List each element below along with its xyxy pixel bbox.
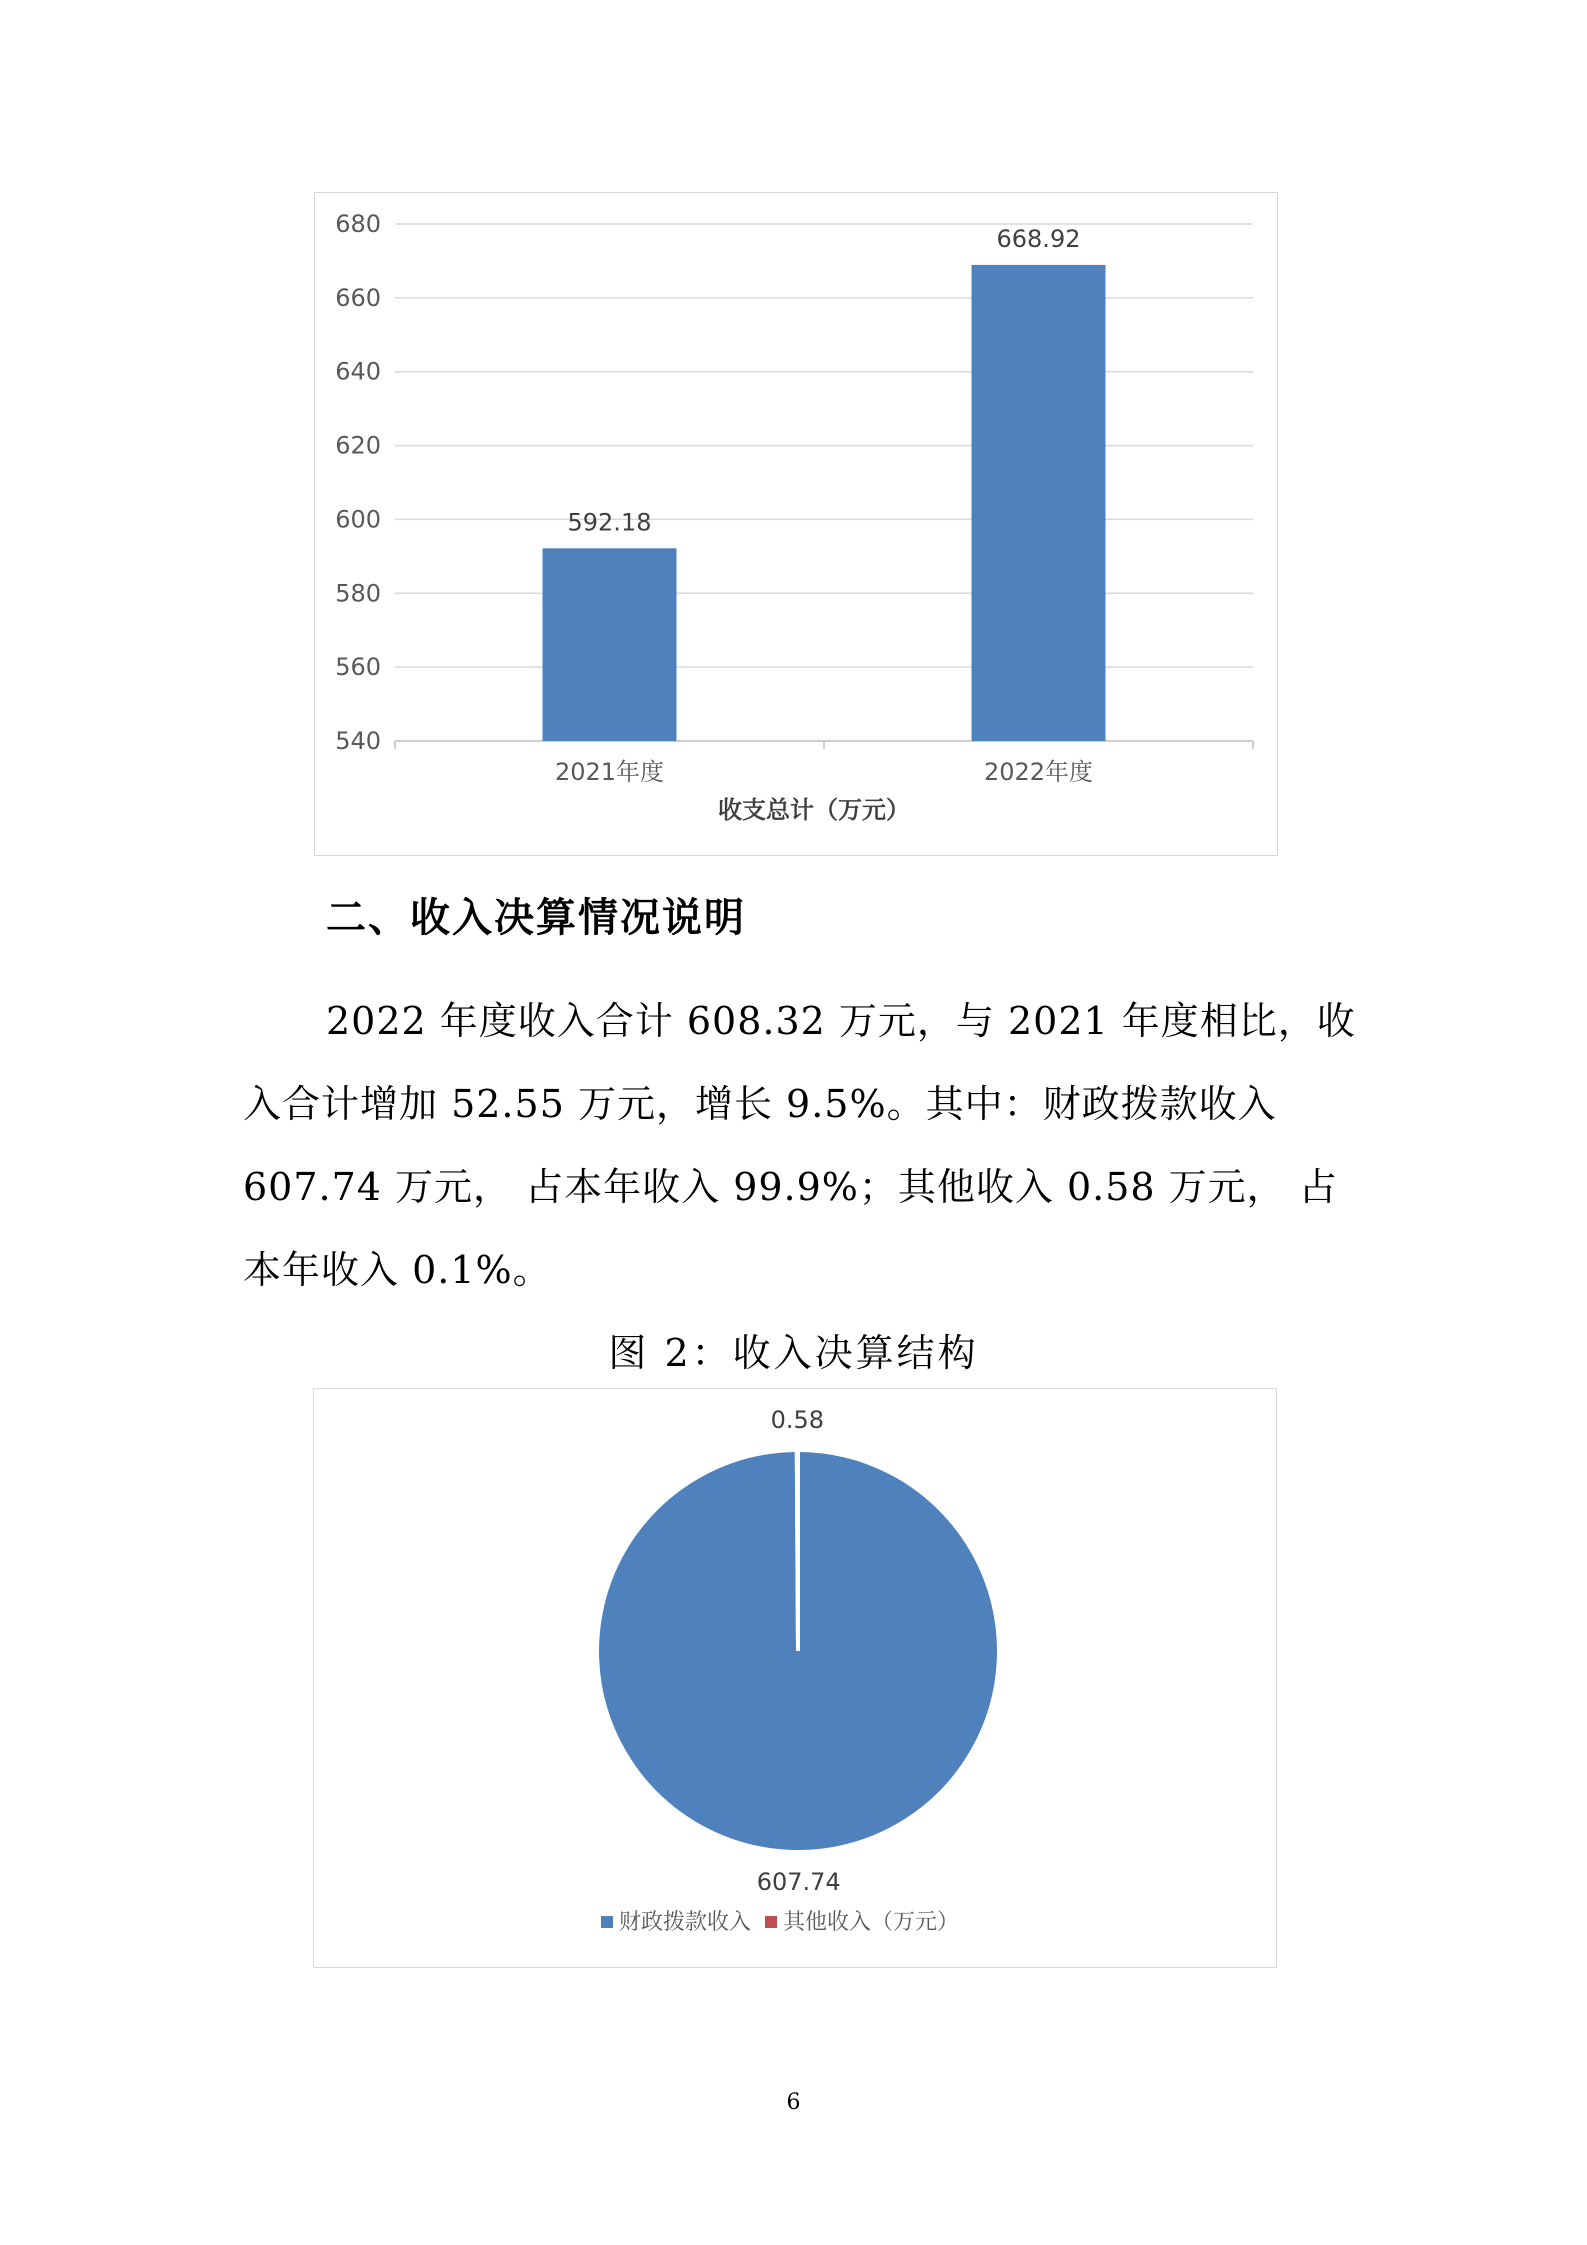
bar xyxy=(543,548,677,741)
y-tick-label: 620 xyxy=(335,431,381,460)
pie-slice xyxy=(797,1450,798,1651)
bar-value-label: 668.92 xyxy=(996,224,1081,253)
page-number: 6 xyxy=(786,2090,801,2115)
pie-value-label: 607.74 xyxy=(756,1867,841,1896)
pie-value-label: 0.58 xyxy=(770,1406,825,1435)
y-tick-label: 580 xyxy=(335,579,381,608)
legend-swatch xyxy=(601,1916,613,1928)
pie-chart-frame xyxy=(313,1388,1277,1968)
pie-chart xyxy=(314,1389,1278,1969)
paragraph-line-3: 607.74 万元， 占本年收入 99.9%；其他收入 0.58 万元， 占 xyxy=(243,1165,1338,1209)
legend-swatch xyxy=(765,1916,777,1928)
x-axis-title: 收支总计（万元） xyxy=(718,796,910,824)
bar-value-label: 592.18 xyxy=(567,508,652,537)
y-tick-label: 560 xyxy=(335,653,381,682)
figure-caption: 图 2：收入决算结构 xyxy=(608,1331,979,1375)
y-tick-label: 680 xyxy=(335,210,381,238)
x-tick-label: 2021年度 xyxy=(554,758,665,786)
bar-chart xyxy=(315,193,1279,857)
legend xyxy=(601,1910,959,1935)
y-tick-label: 640 xyxy=(335,357,381,386)
paragraph-line-2: 入合计增加 52.55 万元，增长 9.5%。其中：财政拨款收入 xyxy=(243,1082,1277,1126)
bar-chart-frame xyxy=(314,192,1278,856)
paragraph-line-1: 2022 年度收入合计 608.32 万元，与 2021 年度相比，收 xyxy=(326,999,1356,1043)
section-heading: 二、收入决算情况说明 xyxy=(326,895,746,941)
paragraph-line-4: 本年收入 0.1%。 xyxy=(243,1248,552,1292)
y-tick-label: 600 xyxy=(335,505,381,534)
legend-label: 其他收入（万元） xyxy=(783,1910,960,1935)
y-tick-label: 660 xyxy=(335,283,381,312)
bar xyxy=(972,265,1106,741)
x-tick-label: 2022年度 xyxy=(983,758,1094,786)
y-tick-label: 540 xyxy=(335,727,381,755)
legend-label: 财政拨款收入 xyxy=(619,1910,752,1935)
